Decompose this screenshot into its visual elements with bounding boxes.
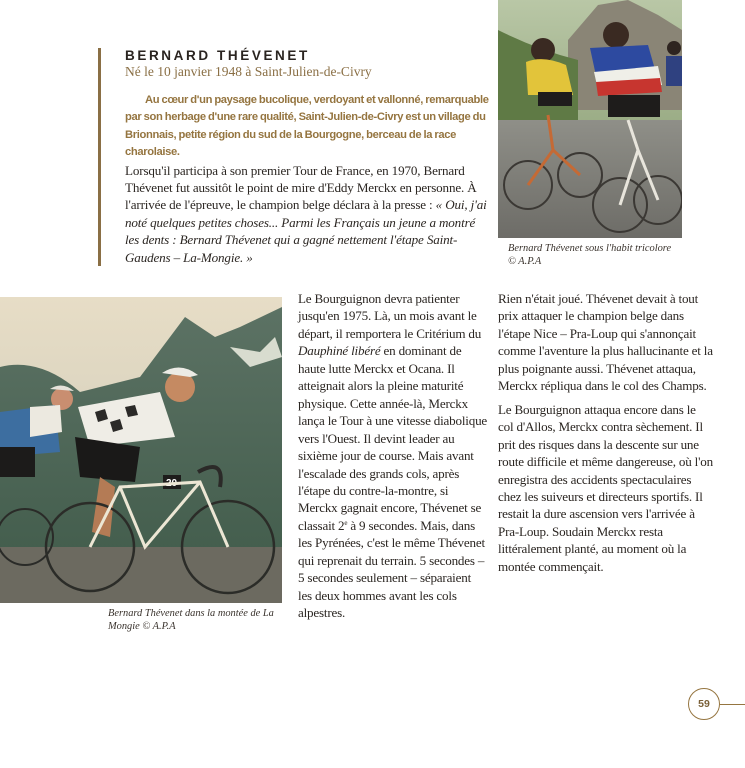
- lead-paragraph: [125, 162, 490, 266]
- page-number-rule: [720, 704, 745, 705]
- body-column-middle: [298, 290, 488, 622]
- rank-superscript: e: [344, 518, 348, 527]
- lead-text: Lorsqu'il participa à son premier Tour de France, en 1970, Bernard Thévenet fut aussitôt le point de mire d'Eddy Merckx en personne. À l'arrivée de l'épreuve, le champion belge déclara à la presse :: [125, 162, 477, 213]
- photo-thevenet-la-mongie: [0, 297, 282, 603]
- photo-thevenet-tricolore: [498, 0, 682, 238]
- middle-paragraph: [298, 290, 488, 622]
- dauphine-title: Dauphiné libéré: [298, 343, 381, 359]
- right-paragraph-1: Rien n'était joué. Thévenet devait à tout prix attaquer le champion belge dans l'étape Nice – Pra-Loup qui s'annonçait comme l'aventure la plus hallucinante et la plus poignante aussi. Thévenet attaqua, Merckx répliqua dans le col des Champs.: [498, 291, 713, 394]
- cyclists-photo-illustration: [498, 0, 682, 238]
- merckx-quote: « Oui, j'ai noté quelques petites choses... Parmi les Français un jeune a montré les dents : Bernard Thévenet qui a gagné nettement l'étape Saint-Gaudens – La-Mongie. »: [125, 197, 487, 265]
- middle-text-1: Le Bourguignon devra patienter jusqu'en 1975. Là, un mois avant le départ, il remportera le Critérium du: [298, 291, 482, 341]
- page-number-badge: [688, 688, 720, 720]
- intro-paragraph: Au cœur d'un paysage bucolique, verdoyant et vallonné, remarquable par son herbage d'une rare qualité, Saint-Julien-de-Civry est un village du Brionnais, petite région du sud de la Bourgogne, berceau de la race charolaise.: [125, 94, 489, 159]
- profile-sidebar: [98, 48, 490, 266]
- climb-photo-illustration: [0, 297, 282, 603]
- caption-left-photo: Bernard Thévenet dans la montée de La Mongie © A.P.A: [108, 608, 274, 632]
- birth-line: Né le 10 janvier 1948 à Saint-Julien-de-Civry: [125, 64, 372, 79]
- body-column-right: [498, 290, 713, 575]
- middle-text-2: en dominant de haute lutte Merckx et Ocana. Il atteignait alors la pleine maturité physique. Cette année-là, Merckx lança le Tour à une vitesse diabolique vers l'Ouest. Il devint leader au sixième jour de course. Mais avant l'escalade des grands cols, après l'étape du contre-la-montre, si Merckx gagnait encore, Thévenet se classait: [298, 343, 488, 533]
- profile-name: BERNARD THÉVENET: [125, 48, 310, 63]
- svg-text:20: 20: [166, 478, 178, 489]
- rank-number: 2: [338, 517, 345, 533]
- middle-text-3: à 9 secondes. Mais, dans les Pyrénées, c'est le même Thévenet qui reprenait du terrain. 5 secondes – 5 secondes seulement – séparaient les deux hommes avant les cols alpestres.: [298, 517, 485, 621]
- page-number: 59: [698, 698, 710, 710]
- caption-top-photo: Bernard Thévenet sous l'habit tricolore © A.P.A: [508, 243, 672, 267]
- right-paragraph-2: Le Bourguignon attaqua encore dans le col d'Allos, Merckx contra sèchement. Il prit des risques dans la descente sur une route difficile et même dangereuse, où l'on enregistra des accidents spectaculaires chez les suiveurs et directeurs sportifs. Il restait la dure ascension vers l'arrivée à Pra-Loup. Soudain Merckx resta littéralement planté, au moment où la montée commençait.: [498, 401, 713, 574]
